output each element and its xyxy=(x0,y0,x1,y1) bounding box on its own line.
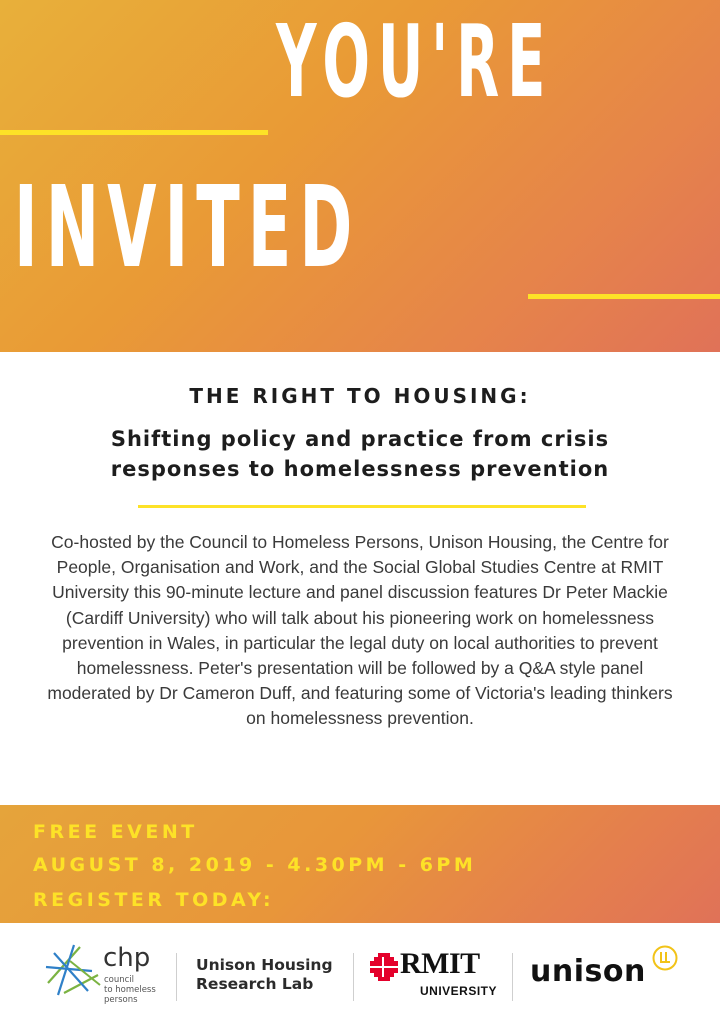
rmit-logo-text: RMIT xyxy=(400,947,480,980)
chp-logo-subtext xyxy=(104,975,156,1005)
event-title: THE RIGHT TO HOUSING: xyxy=(189,384,531,408)
hero-banner xyxy=(0,0,720,352)
headline-divider xyxy=(138,505,586,508)
hero-title-invited: INVITED xyxy=(14,163,361,293)
unison-research-line-2: Research Lab xyxy=(196,975,314,993)
hero-accent-line-bottom xyxy=(528,294,720,299)
chp-sub-line-3: persons xyxy=(104,995,138,1005)
rmit-logo-subtext: UNIVERSITY xyxy=(420,984,498,998)
unison-research-line-1: Unison Housing xyxy=(196,956,333,974)
logo-separator xyxy=(512,953,513,1001)
chp-sub-line-2: to homeless xyxy=(104,985,156,995)
event-date-time: AUGUST 8, 2019 - 4.30PM - 6PM xyxy=(33,854,477,876)
event-description: Co-hosted by the Council to Homeless Persons, Unison Housing, the Centre for People, Organisation and Work, and the Social Global Studies Centre at RMIT University this 90-minute lecture and panel discussion features Dr Peter Mackie (Cardiff University) who will talk about his pioneering work on homelessness prevention in Wales, in particular the legal duty on local authorities to prevent homelessness. Peter's presentation will be followed by a Q&A style panel moderated by Dr Cameron Duff, and featuring some of Victoria's leading thinkers on homelessness prevention. xyxy=(47,532,673,729)
event-subtitle-line-1: Shifting policy and practice from crisis xyxy=(110,427,610,451)
register-today-link[interactable]: REGISTER TODAY: xyxy=(33,889,275,911)
hero-title-youre: YOU'RE xyxy=(276,3,554,120)
logo-separator xyxy=(176,953,177,1001)
unison-ll-badge-icon xyxy=(652,945,678,971)
event-headline xyxy=(0,384,720,484)
hero-accent-line-top xyxy=(0,130,268,135)
unison-logo-text: unison xyxy=(530,954,646,989)
event-subtitle xyxy=(0,424,720,484)
chp-sub-line-1: council xyxy=(104,975,135,985)
unison-research-lab-logo xyxy=(196,956,333,994)
chp-logo-icon xyxy=(44,941,102,997)
rmit-pixel-icon xyxy=(370,953,398,981)
free-event-label: FREE EVENT xyxy=(33,821,198,843)
chp-logo-text: chp xyxy=(103,943,151,973)
sponsor-logos xyxy=(0,923,720,1018)
event-subtitle-line-2: responses to homelessness prevention xyxy=(110,457,610,481)
event-details-band xyxy=(0,805,720,923)
logo-separator xyxy=(353,953,354,1001)
